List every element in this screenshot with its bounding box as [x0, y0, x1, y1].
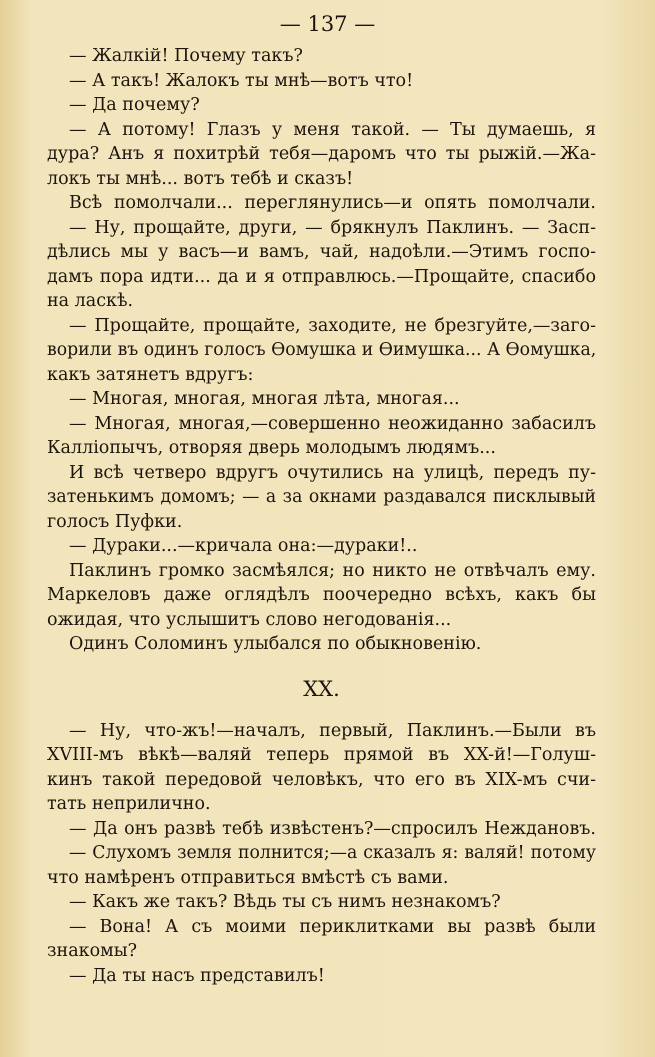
text-line: — Ну, что-жъ!—началъ, первый, Паклинъ.—Были въ — [69, 720, 596, 741]
text-line: локъ ты мнѣ... вотъ тебѣ и сказъ! — [47, 168, 354, 189]
text-block-before-heading — [47, 44, 596, 657]
text-line: дура? Анъ я похитрѣй тебя—даромъ что ты рыжій.—Жа- — [47, 144, 596, 164]
text-line: дамъ пора идти... да и я отправлюсь.—Прощайте, спасибо — [47, 266, 596, 287]
text-line: голосъ Пуфки. — [47, 511, 183, 532]
page-text — [47, 44, 596, 988]
text-line: дѣлись мы у васъ—и вамъ, чай, надоѣли.—Этимъ госпо- — [47, 242, 596, 262]
text-line: Паклинъ громко засмѣялся; но никто не отвѣчалъ ему. — [69, 560, 596, 581]
text-line: Маркеловъ даже оглядѣлъ поочередно всѣхъ, какъ бы — [47, 585, 596, 605]
text-line: кинъ такой передовой человѣкъ, что его въ XIX-мъ счи- — [47, 769, 596, 790]
text-line: XVIII-мъ вѣкѣ—валяй теперь прямой въ XX-й!—Голуш- — [47, 745, 596, 765]
text-line: затенькимъ домомъ; — а за окнами раздавался писклывый — [47, 487, 596, 507]
text-line: — Какъ же такъ? Вѣдь ты съ нимъ незнакомъ? — [69, 892, 501, 912]
text-line: — Вона! А съ моими периклитками вы развѣ были — [69, 916, 596, 937]
text-line: — Многая, многая, многая лѣта, многая... — [69, 389, 460, 409]
text-line: — Прощайте, прощайте, заходите, не брезгуйте,—заго- — [69, 315, 596, 336]
text-line: Калліопычъ, отворяя дверь молодымъ людямъ... — [47, 438, 496, 458]
text-line: — Ну, прощайте, други, — брякнулъ Паклинъ. — Засп- — [69, 217, 596, 238]
text-line: — Да онъ развѣ тебѣ извѣстенъ?—спросилъ Неждановъ. — [69, 818, 596, 839]
text-line: — Да почему? — [69, 95, 200, 115]
page-number: — 137 — — [279, 12, 376, 36]
text-line: тать неприлично. — [47, 794, 211, 814]
text-line: Всѣ помолчали... переглянулись—и опять помолчали. — [69, 193, 596, 213]
text-line: Одинъ Соломинъ улыбался по обыкновенію. — [69, 634, 482, 654]
text-line: что намѣренъ отправиться вмѣстѣ съ вами. — [47, 867, 449, 888]
text-line: — Да ты насъ представилъ! — [69, 965, 325, 986]
text-line: И всѣ четверо вдругъ очутились на улицѣ, передъ пу- — [69, 462, 596, 483]
text-line: — Дураки...—кричала она:—дураки!.. — [69, 536, 418, 556]
text-line: знакомы? — [47, 941, 138, 961]
text-line: ворили въ одинъ голосъ Ѳомушка и Ѳимушка... А Ѳомушка, — [47, 340, 597, 360]
text-line: какъ затянетъ вдругъ: — [47, 364, 254, 385]
text-line: на ласкѣ. — [47, 291, 134, 311]
text-block-after-heading — [47, 719, 596, 989]
text-line: — Многая, многая,—совершенно неожиданно забасилъ — [69, 413, 596, 434]
text-line: — А потому! Глазъ у меня такой. — Ты думаешь, я — [69, 119, 596, 140]
text-line: — Слухомъ земля полнится;—а сказалъ я: валяй! потому — [69, 843, 596, 863]
text-line: ожидая, что услышитъ слово негодованія... — [47, 609, 452, 630]
section-heading: XX. — [303, 676, 340, 701]
text-line: — А такъ! Жалокъ ты мнѣ—вотъ что! — [69, 70, 414, 91]
text-line: — Жалкій! Почему такъ? — [69, 46, 303, 66]
